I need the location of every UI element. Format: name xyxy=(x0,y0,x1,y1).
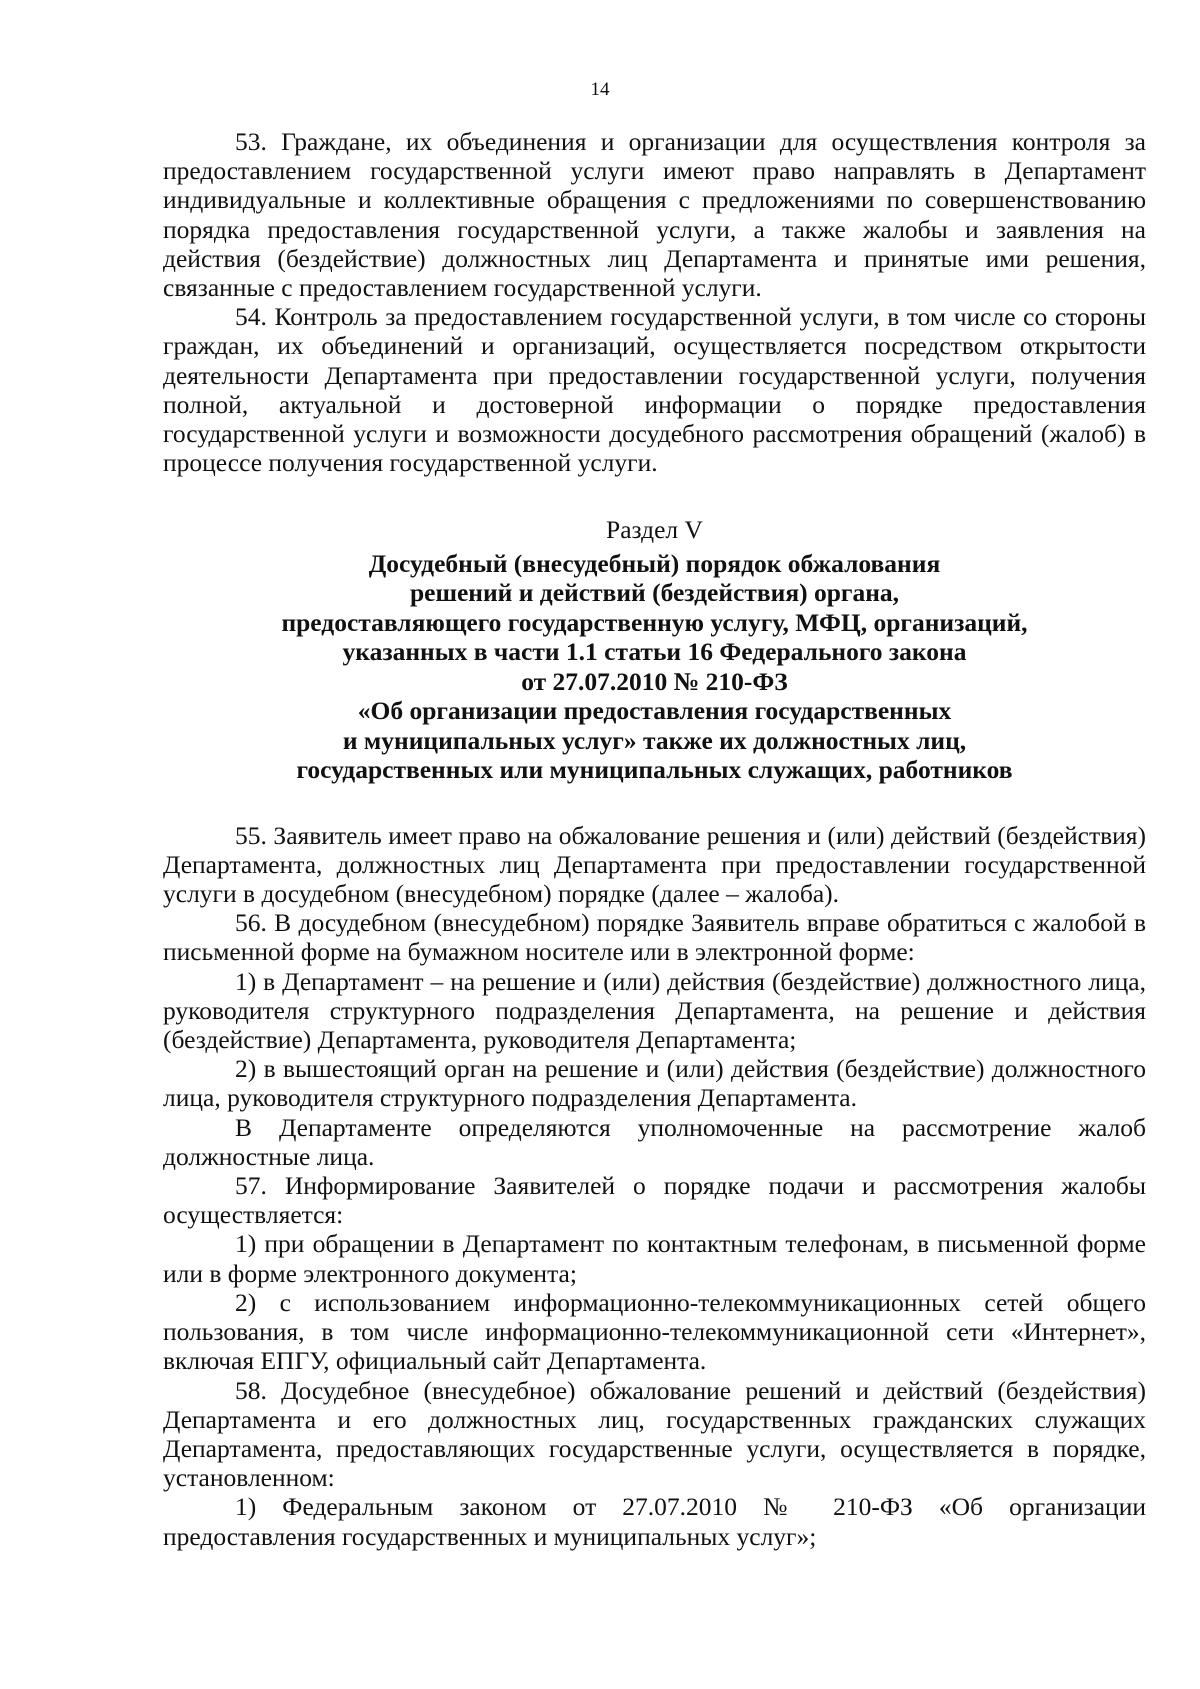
paragraph-58-item-1: 1) Федеральным законом от 27.07.2010 № 210-ФЗ «Об организации предоставления государственных и муниципальных услуг»; xyxy=(163,1492,1146,1551)
section-title-line: предоставляющего государственную услугу, МФЦ, организаций, xyxy=(281,607,1028,637)
section-title-line: и муниципальных услуг» также их должностных лиц, xyxy=(342,725,967,755)
section-title xyxy=(163,549,1146,785)
section-title-line: Досудебный (внесудебный) порядок обжалования xyxy=(368,548,941,578)
paragraph-56-item-1: 1) в Департамент – на решение и (или) действия (бездействие) должностного лица, руководителя структурного подразделения Департамента, на решение и действия (бездействие) Департамента, руководителя Департамента; xyxy=(163,966,1146,1055)
paragraph-57-item-2: 2) с использованием информационно-телекоммуникационных сетей общего пользования, в том числе информационно-телекоммуникационной сети «Интернет», включая ЕПГУ, официальный сайт Департамента. xyxy=(163,1287,1146,1376)
section-label: Раздел V xyxy=(606,515,703,545)
paragraph-56-item-2: 2) в вышестоящий орган на решение и (или) действия (бездействие) должностного лица, руководителя структурного подразделения Департамента. xyxy=(163,1054,1146,1113)
paragraph-55: 55. Заявитель имеет право на обжалование решения и (или) действий (бездействия) Департамента, должностных лиц Департамента при предоставлении государственной услуги в досудебном (внесудебном) порядке (далее – жалоба). xyxy=(163,820,1146,909)
section-title-line: указанных в части 1.1 статьи 16 Федерального закона xyxy=(342,637,967,667)
section-title-line: государственных или муниципальных служащих, работников xyxy=(296,755,1013,785)
paragraph-56: 56. В досудебном (внесудебном) порядке Заявитель вправе обратиться с жалобой в письменной форме на бумажном носителе или в электронной форме: xyxy=(163,908,1146,967)
section-title-line: от 27.07.2010 № 210-ФЗ xyxy=(521,666,788,696)
section-title-line: «Об организации предоставления государственных xyxy=(357,696,952,726)
paragraph-57-item-1: 1) при обращении в Департамент по контактным телефонам, в письменной форме или в форме электронного документа; xyxy=(163,1229,1146,1288)
section-title-line: решений и действий (бездействия) органа, xyxy=(409,578,900,608)
paragraph-57: 57. Информирование Заявителей о порядке подачи и рассмотрения жалобы осуществляется: xyxy=(163,1171,1146,1230)
document-body xyxy=(163,127,1146,1551)
paragraph-56-note: В Департаменте определяются уполномоченные на рассмотрение жалоб должностные лица. xyxy=(163,1112,1146,1171)
paragraph-53: 53. Граждане, их объединения и организации для осуществления контроля за предоставлением государственной услуги имеют право направлять в Департамент индивидуальные и коллективные обращения с предложениями по совершенствованию порядка предоставления государственной услуги, а также жалобы и заявления на действия (бездействие) должностных лиц Департамента и принятые ими решения, связанные с предоставлением государственной услуги. xyxy=(163,127,1146,303)
paragraph-58: 58. Досудебное (внесудебное) обжалование решений и действий (бездействия) Департамента и его должностных лиц, государственных гражданских служащих Департамента, предоставляющих государственные услуги, осуществляется в порядке, установленном: xyxy=(163,1375,1146,1493)
page-number: 14 xyxy=(590,79,610,100)
paragraph-54: 54. Контроль за предоставлением государственной услуги, в том числе со стороны граждан, их объединений и организаций, осуществляется посредством открытости деятельности Департамента при предоставлении государственной услуги, получения полной, актуальной и достоверной информации о порядке предоставления государственной услуги и возможности досудебного рассмотрения обращений (жалоб) в процессе получения государственной услуги. xyxy=(163,302,1146,478)
